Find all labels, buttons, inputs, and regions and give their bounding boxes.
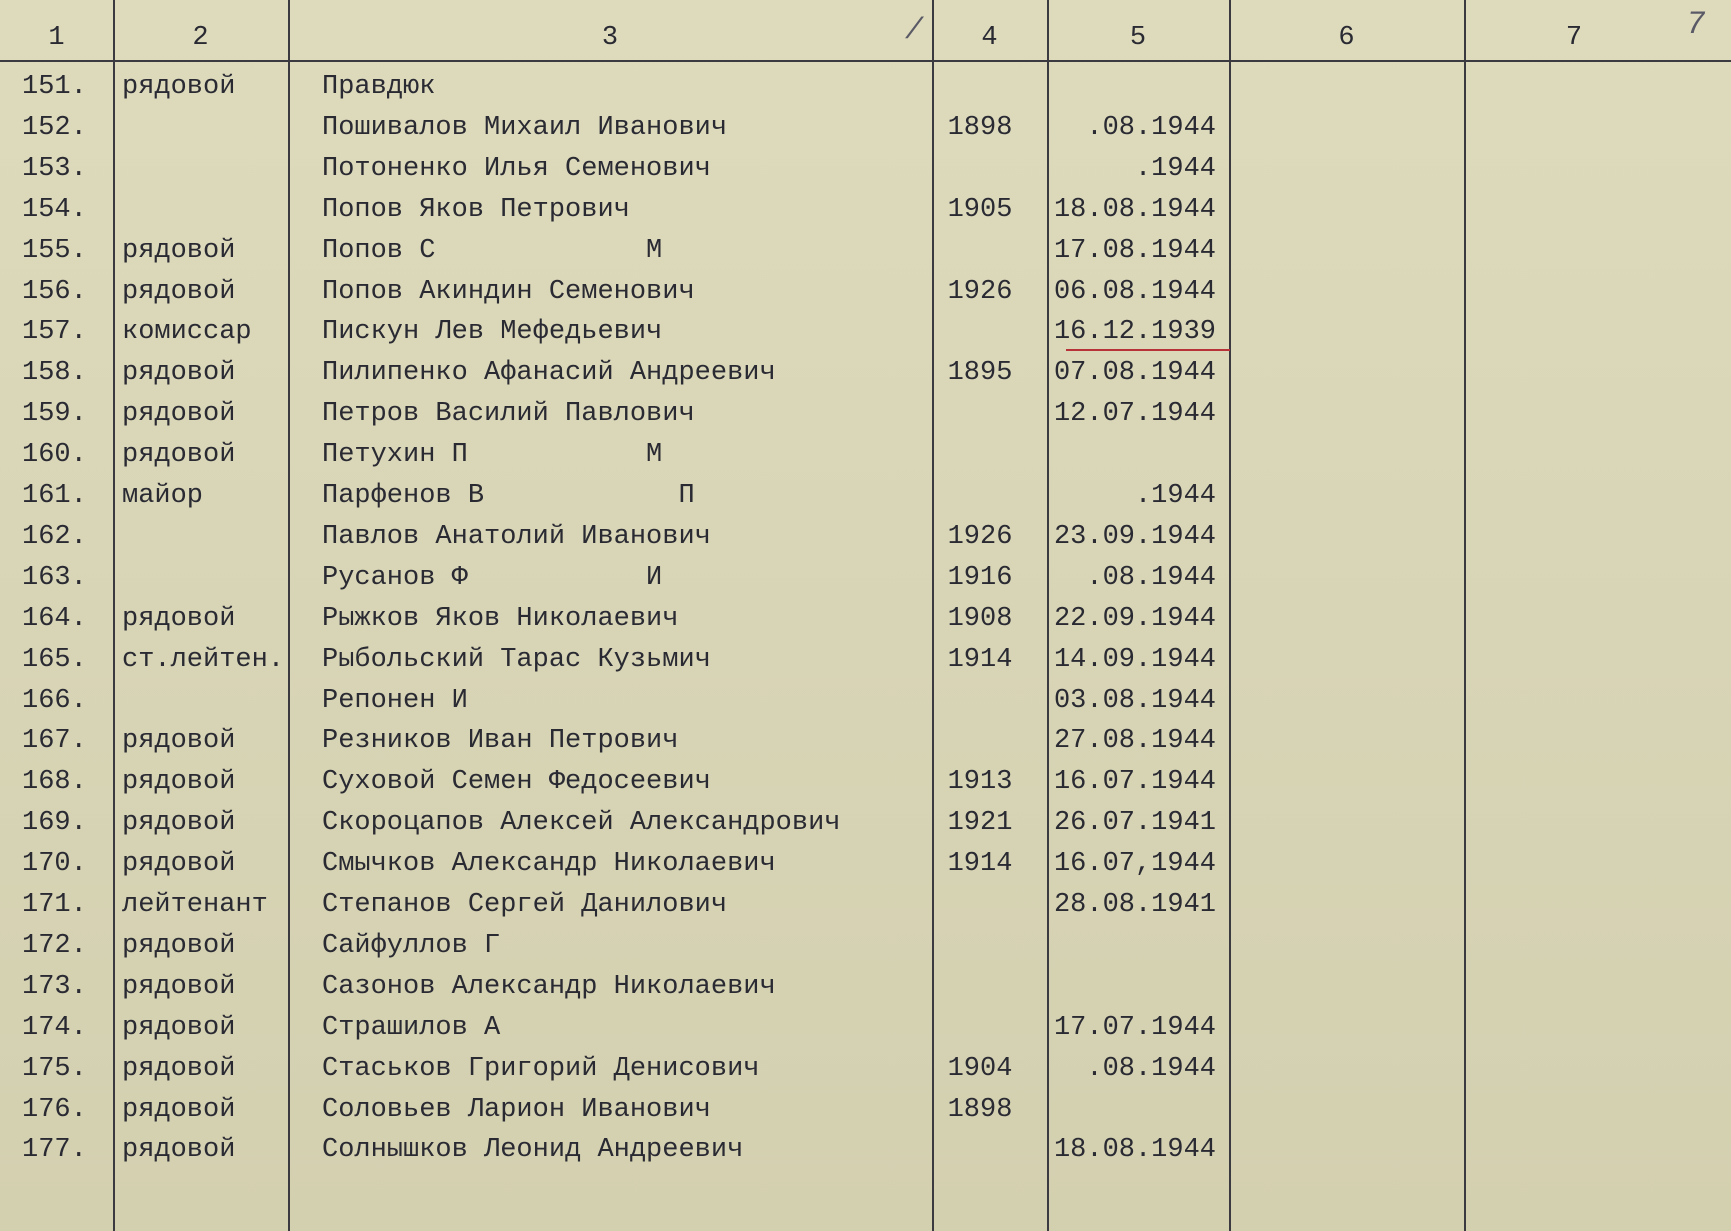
row-number: 170. bbox=[22, 849, 87, 880]
row-birth-year: 1895 bbox=[947, 358, 1013, 389]
row-date: 16.12.1939 bbox=[1053, 317, 1216, 348]
row-name: Соловьев Ларион Иванович bbox=[322, 1094, 711, 1125]
row-birth-year: 1904 bbox=[947, 1053, 1013, 1084]
row-rank: рядовой bbox=[122, 358, 236, 389]
row-number: 157. bbox=[22, 317, 87, 348]
row-date: .08.1944 bbox=[1086, 562, 1216, 593]
table-row bbox=[0, 312, 1731, 353]
row-rank: рядовой bbox=[122, 808, 236, 839]
row-number: 175. bbox=[22, 1053, 87, 1084]
row-date: 23.09.1944 bbox=[1053, 521, 1216, 552]
row-rank: лейтенант bbox=[122, 890, 268, 920]
table-row bbox=[0, 1049, 1731, 1090]
row-number: 151. bbox=[22, 72, 87, 102]
row-date: .08.1944 bbox=[1086, 112, 1216, 143]
row-birth-year: 1898 bbox=[947, 112, 1013, 143]
column-header-7: 7 bbox=[1565, 23, 1583, 53]
row-date: .08.1944 bbox=[1086, 1053, 1216, 1084]
row-number: 166. bbox=[22, 685, 87, 716]
row-date: 18.08.1944 bbox=[1053, 1135, 1216, 1166]
row-birth-year: 1905 bbox=[947, 194, 1013, 225]
row-name: Павлов Анатолий Иванович bbox=[322, 521, 711, 552]
row-number: 161. bbox=[22, 481, 87, 511]
column-header-3: 3 bbox=[601, 23, 619, 53]
table-row bbox=[0, 190, 1731, 231]
table-row bbox=[0, 435, 1731, 476]
row-rank: рядовой bbox=[122, 440, 236, 471]
row-name: Репонен И bbox=[322, 685, 468, 716]
row-number: 171. bbox=[22, 890, 87, 920]
row-birth-year: 1914 bbox=[947, 644, 1013, 675]
row-name: Стаськов Григорий Денисович bbox=[322, 1053, 760, 1084]
table-row bbox=[0, 926, 1731, 967]
row-number: 164. bbox=[22, 603, 87, 634]
table-row bbox=[0, 272, 1731, 313]
row-rank: рядовой bbox=[122, 1012, 236, 1043]
row-number: 160. bbox=[22, 440, 87, 471]
row-name: Пилипенко Афанасий Андреевич bbox=[322, 358, 776, 389]
table-row bbox=[0, 149, 1731, 190]
row-date: 07.08.1944 bbox=[1053, 358, 1216, 389]
row-name: Потоненко Илья Семенович bbox=[322, 153, 711, 184]
row-number: 176. bbox=[22, 1094, 87, 1125]
row-name: Степанов Сергей Данилович bbox=[322, 890, 728, 920]
row-date: 14.09.1944 bbox=[1053, 644, 1216, 675]
row-name: Сайфуллов Г bbox=[322, 930, 501, 961]
column-header-6: 6 bbox=[1338, 23, 1355, 53]
row-rank: рядовой bbox=[122, 767, 236, 798]
row-date: 06.08.1944 bbox=[1053, 276, 1216, 307]
row-date: 27.08.1944 bbox=[1053, 726, 1216, 757]
row-name: Рыбольский Тарас Кузьмич bbox=[322, 644, 711, 675]
row-name: Петров Василий Павлович bbox=[322, 399, 695, 430]
row-rank: майор bbox=[122, 481, 204, 511]
row-number: 153. bbox=[22, 153, 87, 184]
row-birth-year: 1921 bbox=[947, 808, 1013, 839]
row-number: 152. bbox=[22, 112, 87, 143]
row-rank: рядовой bbox=[122, 930, 236, 961]
row-number: 162. bbox=[22, 521, 87, 552]
row-date: 17.08.1944 bbox=[1053, 235, 1216, 266]
column-header-5: 5 bbox=[1129, 23, 1147, 53]
row-name: Петухин П М bbox=[322, 440, 663, 471]
column-header-1: 1 bbox=[48, 23, 65, 53]
row-rank: комиссар bbox=[122, 317, 252, 348]
row-number: 158. bbox=[22, 358, 87, 389]
row-rank: рядовой bbox=[122, 1053, 236, 1084]
table-row bbox=[0, 108, 1731, 149]
table-row bbox=[0, 67, 1731, 108]
row-number: 154. bbox=[22, 194, 87, 225]
row-number: 167. bbox=[22, 726, 87, 757]
row-rank: рядовой bbox=[122, 399, 236, 430]
row-name: Попов Яков Петрович bbox=[322, 194, 630, 225]
row-birth-year: 1913 bbox=[947, 767, 1013, 798]
row-rank: рядовой bbox=[122, 1094, 236, 1125]
row-number: 173. bbox=[22, 971, 87, 1002]
column-header-2: 2 bbox=[192, 23, 209, 53]
row-number: 169. bbox=[22, 808, 87, 839]
row-name: Правдюк bbox=[322, 72, 436, 102]
row-date: 26.07.1941 bbox=[1053, 808, 1216, 839]
table-row bbox=[0, 844, 1731, 885]
row-number: 168. bbox=[22, 767, 87, 798]
row-birth-year: 1926 bbox=[947, 521, 1013, 552]
row-name: Резников Иван Петрович bbox=[322, 726, 679, 757]
row-name: Рыжков Яков Николаевич bbox=[322, 603, 679, 634]
table-row bbox=[0, 803, 1731, 844]
row-number: 165. bbox=[22, 644, 87, 675]
header-rule bbox=[0, 60, 1731, 62]
table-row bbox=[0, 517, 1731, 558]
handwritten-page-mark: 7 bbox=[1686, 6, 1706, 43]
table-row bbox=[0, 640, 1731, 681]
column-header-4: 4 bbox=[981, 23, 998, 53]
row-rank: рядовой bbox=[122, 603, 236, 634]
row-date: 17.07.1944 bbox=[1053, 1012, 1216, 1043]
row-rank: рядовой bbox=[122, 849, 236, 880]
table-row bbox=[0, 967, 1731, 1008]
table-row bbox=[0, 231, 1731, 272]
row-date: 03.08.1944 bbox=[1053, 685, 1216, 716]
row-name: Пошивалов Михаил Иванович bbox=[322, 112, 728, 143]
row-birth-year: 1898 bbox=[947, 1094, 1013, 1125]
row-number: 159. bbox=[22, 399, 87, 430]
red-underline bbox=[1066, 349, 1230, 351]
handwritten-tick: / bbox=[905, 14, 924, 48]
row-date: 28.08.1941 bbox=[1053, 890, 1216, 920]
row-name: Попов С М bbox=[322, 235, 663, 266]
row-date: .1944 bbox=[1134, 153, 1216, 184]
table-row bbox=[0, 599, 1731, 640]
row-name: Суховой Семен Федосеевич bbox=[322, 767, 711, 798]
table-row bbox=[0, 1008, 1731, 1049]
row-rank: рядовой bbox=[122, 235, 236, 266]
row-rank: рядовой bbox=[122, 726, 236, 757]
row-name: Русанов Ф И bbox=[322, 562, 663, 593]
row-number: 177. bbox=[22, 1135, 87, 1166]
row-date: .1944 bbox=[1134, 481, 1216, 511]
row-number: 172. bbox=[22, 930, 87, 961]
row-name: Пискун Лев Мефедьевич bbox=[322, 317, 663, 348]
row-rank: рядовой bbox=[122, 72, 236, 102]
table-row bbox=[0, 681, 1731, 722]
table-row bbox=[0, 558, 1731, 599]
row-name: Солнышков Леонид Андреевич bbox=[322, 1135, 744, 1166]
row-date: 18.08.1944 bbox=[1053, 194, 1216, 225]
row-rank: рядовой bbox=[122, 1135, 236, 1166]
table-row bbox=[0, 353, 1731, 394]
row-name: Смычков Александр Николаевич bbox=[322, 849, 776, 880]
row-number: 156. bbox=[22, 276, 87, 307]
table-row bbox=[0, 885, 1731, 926]
row-birth-year: 1908 bbox=[947, 603, 1013, 634]
table-row bbox=[0, 394, 1731, 435]
row-birth-year: 1926 bbox=[947, 276, 1013, 307]
row-name: Сазонов Александр Николаевич bbox=[322, 971, 776, 1002]
row-number: 163. bbox=[22, 562, 87, 593]
row-rank: ст.лейтен. bbox=[122, 644, 285, 675]
row-date: 16.07,1944 bbox=[1053, 849, 1216, 880]
row-birth-year: 1916 bbox=[947, 562, 1013, 593]
row-name: Скороцапов Алексей Александрович bbox=[322, 808, 841, 839]
row-number: 174. bbox=[22, 1012, 87, 1043]
row-name: Парфенов В П bbox=[322, 481, 695, 511]
row-date: 16.07.1944 bbox=[1053, 767, 1216, 798]
row-rank: рядовой bbox=[122, 276, 236, 307]
row-rank: рядовой bbox=[122, 971, 236, 1002]
row-date: 22.09.1944 bbox=[1053, 603, 1216, 634]
table-row bbox=[0, 762, 1731, 803]
table-row bbox=[0, 476, 1731, 517]
row-name: Страшилов А bbox=[322, 1012, 501, 1043]
table-row bbox=[0, 721, 1731, 762]
row-date: 12.07.1944 bbox=[1053, 399, 1216, 430]
table-row bbox=[0, 1090, 1731, 1131]
row-name: Попов Акиндин Семенович bbox=[322, 276, 695, 307]
row-number: 155. bbox=[22, 235, 87, 266]
table-row bbox=[0, 1130, 1731, 1171]
row-birth-year: 1914 bbox=[947, 849, 1013, 880]
